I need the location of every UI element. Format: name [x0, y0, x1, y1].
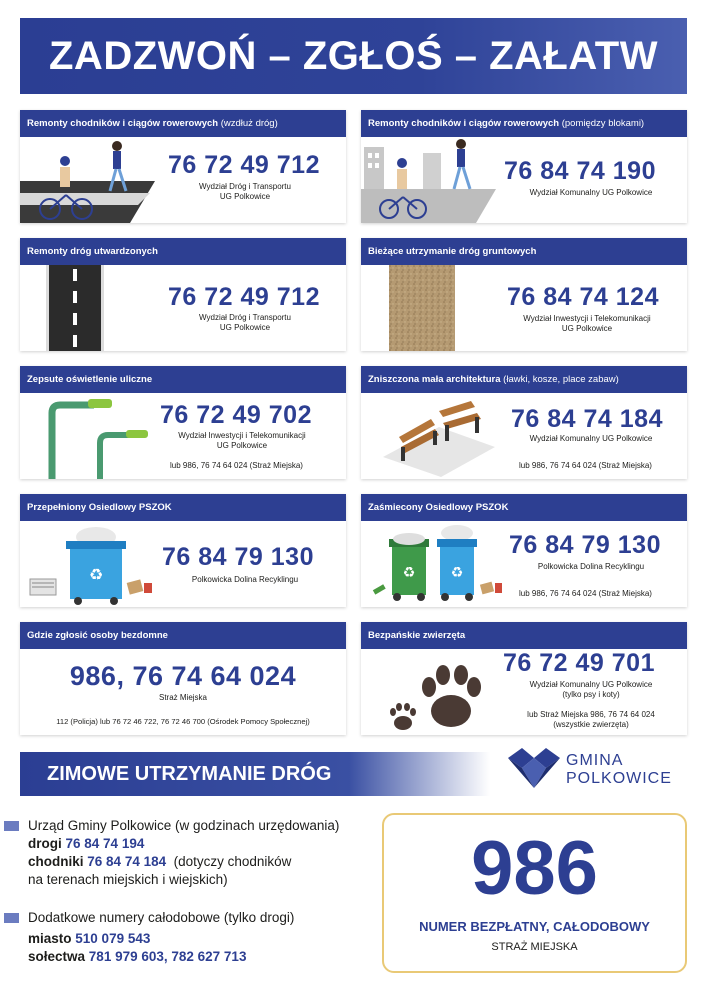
cyclist-blocks-icon	[361, 137, 501, 223]
allday-heading: Dodatkowe numery całodobowe (tylko drogi)	[28, 910, 295, 925]
card-title-bar	[20, 622, 346, 649]
alternative-contact: lub 986, 76 74 64 024 (Straż Miejska)	[170, 461, 303, 470]
card-title: Zniszczona mała architektura	[368, 374, 501, 385]
cyclist-pedestrian-icon	[20, 137, 160, 223]
logo-line1: GMINA	[566, 752, 624, 769]
page-title: ZADZWOŃ – ZGŁOŚ – ZAŁATW	[20, 18, 687, 94]
logo-line2: POLKOWICE	[566, 770, 672, 787]
dirt-road-icon	[389, 265, 455, 351]
card-title: Bieżące utrzymanie dróg gruntowych	[368, 246, 537, 257]
card-note: (wzdłuż dróg)	[220, 118, 278, 129]
bullet-square-icon	[4, 913, 19, 923]
department-name: Wydział Inwestycji i Telekomunikacji UG Polkowice	[523, 314, 651, 333]
allday-city: miasto 510 079 543	[28, 931, 151, 946]
card-title-bar	[20, 110, 346, 137]
gmina-logo-text	[566, 752, 672, 788]
card-note: (pomiędzy blokami)	[561, 118, 645, 129]
department-name: Polkowicka Dolina Recyklingu	[191, 575, 299, 584]
svg-text:♻: ♻	[402, 565, 416, 581]
svg-text:♻: ♻	[450, 565, 464, 581]
phone-number: 76 72 49 712	[168, 151, 320, 179]
emergency-label: NUMER BEZPŁATNY, CAŁODOBOWY	[419, 919, 650, 934]
card-sidewalks-blocks	[361, 110, 687, 223]
card-title-bar	[361, 494, 687, 521]
card-homeless	[20, 622, 346, 735]
card-small-architecture	[361, 366, 687, 479]
card-title: Bezpańskie zwierzęta	[368, 630, 466, 641]
allday-villages: sołectwa 781 979 603, 782 627 713	[28, 949, 247, 964]
card-title-bar	[361, 366, 687, 393]
paw-print-icon	[387, 657, 487, 735]
gmina-logo-icon	[508, 748, 560, 788]
alternative-contact: lub 986, 76 74 64 024 (Straż Miejska)	[519, 589, 652, 598]
alternative-contact: lub Straż Miejska 986, 76 74 64 024 (wszystkie zwierzęta)	[527, 710, 655, 729]
department-name: Wydział Dróg i Transportu UG Polkowice	[199, 313, 291, 332]
recycling-bin-icon	[28, 525, 158, 605]
card-title: Zaśmiecony Osiedlowy PSZOK	[368, 502, 509, 513]
emergency-number-box	[382, 813, 687, 973]
phone-number: 986, 76 74 64 024	[69, 661, 297, 691]
road-icon	[46, 265, 104, 351]
alternative-contact: lub 986, 76 74 64 024 (Straż Miejska)	[519, 461, 652, 470]
svg-text:♻: ♻	[88, 565, 104, 584]
department-name: Wydział Komunalny UG Polkowice (tylko psy i koty)	[529, 680, 653, 699]
card-pszok-full	[20, 494, 346, 607]
card-title-bar	[361, 622, 687, 649]
card-street-lighting	[20, 366, 346, 479]
phone-number: 76 84 79 130	[509, 531, 661, 559]
department-name: Straż Miejska	[158, 693, 207, 702]
park-bench-icon	[379, 397, 499, 479]
card-title-bar	[20, 238, 346, 265]
card-title-bar	[20, 366, 346, 393]
department-name: Wydział Inwestycji i Telekomunikacji UG Polkowice	[178, 431, 306, 450]
card-title: Remonty dróg utwardzonych	[27, 246, 158, 257]
card-dirt-roads	[361, 238, 687, 351]
office-sidewalks: chodniki 76 84 74 184 (dotyczy chodników	[28, 854, 292, 869]
department-name: Polkowicka Dolina Recyklingu	[537, 562, 645, 571]
waste-bins-icon	[367, 525, 505, 605]
alternative-contact: 112 (Policja) lub 76 72 46 722, 76 72 46 700 (Ośrodek Pomocy Społecznej)	[56, 717, 310, 726]
phone-number: 76 84 74 184	[511, 405, 663, 433]
office-hours-info	[4, 817, 374, 889]
card-title: Gdzie zgłosić osoby bezdomne	[27, 630, 168, 641]
bullet-square-icon	[4, 821, 19, 831]
phone-number: 76 72 49 702	[160, 401, 312, 429]
emergency-number: 986	[471, 826, 598, 911]
card-title: Remonty chodników i ciągów rowerowych	[368, 118, 560, 129]
phone-number: 76 84 74 124	[507, 283, 659, 311]
card-note: (ławki, kosze, place zabaw)	[503, 374, 619, 385]
office-sidewalks-note: na terenach miejskich i wiejskich)	[28, 872, 228, 887]
card-stray-animals	[361, 622, 687, 735]
allday-info	[4, 909, 374, 966]
emergency-sublabel: STRAŻ MIEJSKA	[491, 941, 578, 953]
card-title: Przepełniony Osiedlowy PSZOK	[27, 502, 172, 513]
department-name: Wydział Komunalny UG Polkowice	[529, 434, 653, 443]
department-name: Wydział Komunalny UG Polkowice	[529, 188, 653, 197]
card-title-bar	[20, 494, 346, 521]
phone-number: 76 72 49 701	[503, 649, 655, 677]
phone-number: 76 72 49 712	[168, 283, 320, 311]
card-title-bar	[361, 238, 687, 265]
street-lamp-icon	[42, 397, 152, 479]
card-sidewalks-roads	[20, 110, 346, 223]
card-title-bar	[361, 110, 687, 137]
card-title: Remonty chodników i ciągów rowerowych	[27, 118, 219, 129]
winter-section-title: ZIMOWE UTRZYMANIE DRÓG	[20, 752, 490, 796]
card-paved-roads	[20, 238, 346, 351]
office-heading: Urząd Gminy Polkowice (w godzinach urzędowania)	[28, 818, 340, 833]
card-title: Zepsute oświetlenie uliczne	[27, 374, 153, 385]
department-name: Wydział Dróg i Transportu UG Polkowice	[199, 182, 291, 201]
office-roads: drogi 76 84 74 194	[28, 836, 145, 851]
phone-number: 76 84 79 130	[162, 543, 314, 571]
phone-number: 76 84 74 190	[504, 157, 656, 185]
card-pszok-littered	[361, 494, 687, 607]
